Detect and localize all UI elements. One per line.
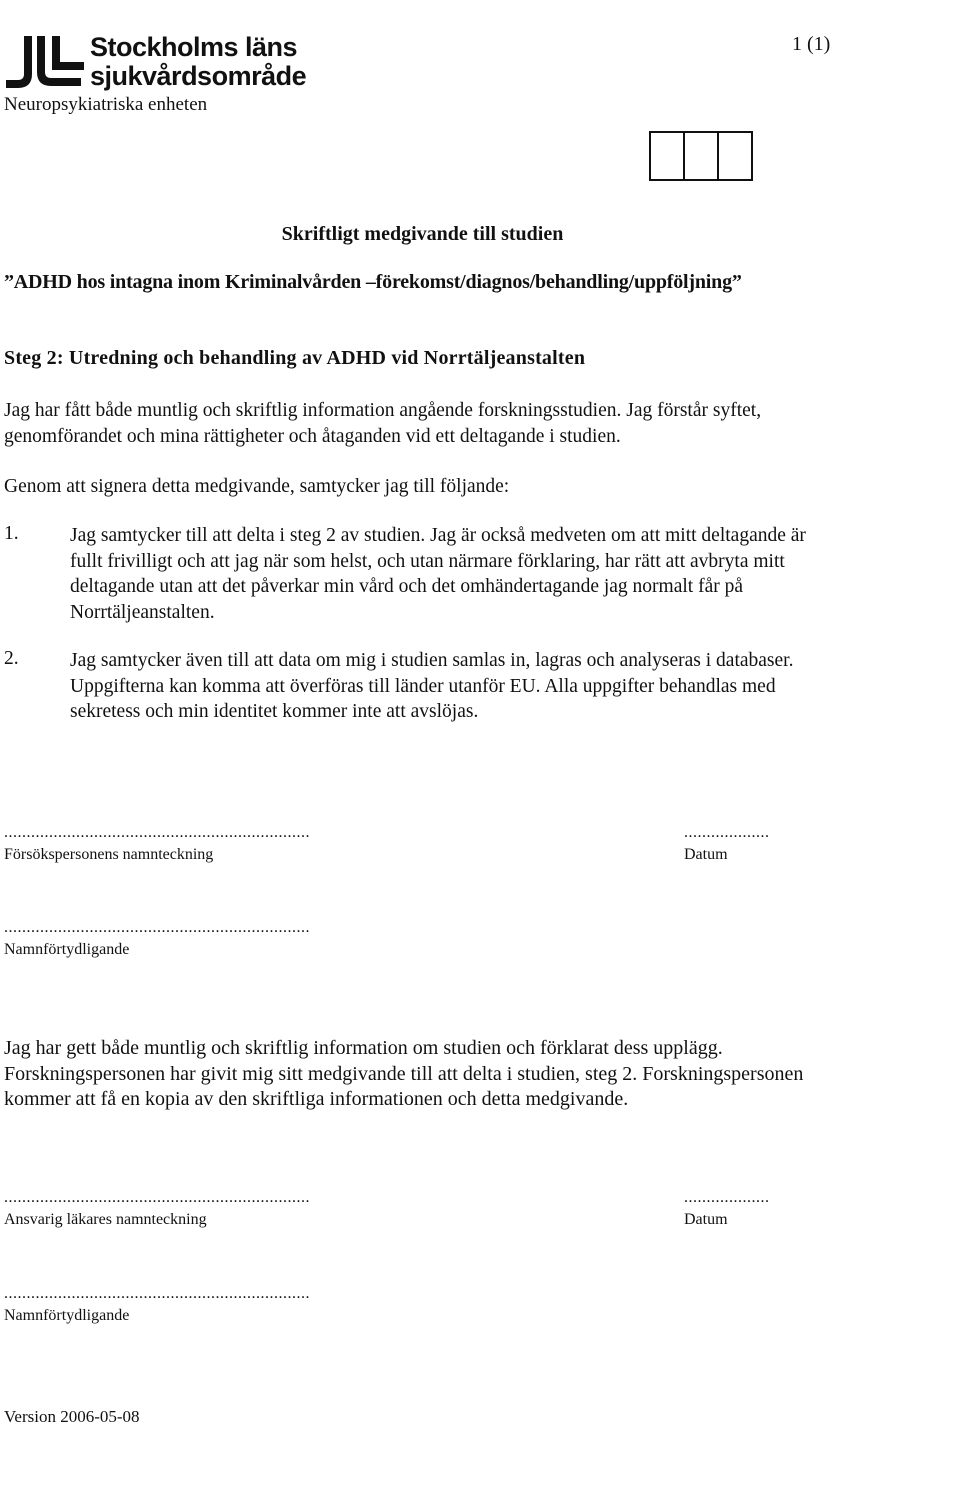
doctor-date-label: Datum <box>684 1211 728 1228</box>
doctor-statement: Jag har gett både muntlig och skriftlig information om studien och förklarat dess upplägg. Forskningspersonen har givit mig sitt medgivande till att delta i studien, steg 2. Forskningspersonen kommer att få en kopia av den skriftliga informationen och detta medgivande. <box>4 1037 804 1110</box>
consent-item-number: 2. <box>4 648 19 669</box>
code-box[interactable] <box>719 133 751 179</box>
doctor-name-label: Namnförtydligande <box>4 1307 130 1324</box>
consent-item-number: 1. <box>4 523 19 544</box>
participant-code-boxes <box>649 131 753 181</box>
code-box[interactable] <box>651 133 685 179</box>
subject-signature-label: Försökspersonens namnteckning <box>4 846 214 863</box>
consent-item-text: Jag samtycker till att delta i steg 2 av studien. Jag är också medveten om att mitt deltagande är fullt frivilligt och att jag när som helst, och utan närmare förklaring, har rätt att avbryta mitt deltagande utan att det påverkar min vård och det omhändertagande jag normalt får på Norrtäljeanstalten. <box>70 525 806 623</box>
unit-name: Neuropsykiatriska enheten <box>4 94 208 115</box>
step-heading: Steg 2: Utredning och behandling av ADHD vid Norrtäljeanstalten <box>4 347 586 369</box>
page-number: 1 (1) <box>792 33 831 55</box>
organization-name-line1: Stockholms läns <box>90 32 298 62</box>
document-title: Skriftligt medgivande till studien <box>281 223 564 245</box>
code-box[interactable] <box>685 133 719 179</box>
subject-date-line[interactable]: ................... <box>684 824 770 841</box>
subject-date-label: Datum <box>684 846 728 863</box>
subject-name-label: Namnförtydligande <box>4 941 130 958</box>
organization-logo <box>6 36 88 90</box>
subject-signature-line[interactable]: .................................................................... <box>4 824 310 841</box>
doctor-signature-label: Ansvarig läkares namnteckning <box>4 1211 207 1228</box>
intro-paragraph: Jag har fått både muntlig och skriftlig information angående forskningsstudien. Jag förstår syftet, genomförandet och mina rättigheter och åtaganden vid ett deltagande i studien. <box>4 400 762 447</box>
doctor-signature-line[interactable]: .................................................................... <box>4 1189 310 1206</box>
version-label: Version 2006-05-08 <box>4 1407 140 1426</box>
consent-item-text: Jag samtycker även till att data om mig i studien samlas in, lagras och analyseras i databaser. Uppgifterna kan komma att överföras till länder utanför EU. Alla uppgifter behandlas med sekretess och min identitet kommer inte att avslöjas. <box>70 650 794 722</box>
consent-lead: Genom att signera detta medgivande, samtycker jag till följande: <box>4 476 510 497</box>
subject-name-line[interactable]: .................................................................... <box>4 919 310 936</box>
doctor-name-line[interactable]: .................................................................... <box>4 1285 310 1302</box>
organization-name-line2: sjukvårdsområde <box>90 61 307 91</box>
study-title: ”ADHD hos intagna inom Kriminalvården –förekomst/diagnos/behandling/uppföljning” <box>4 271 742 293</box>
organization-name <box>90 33 306 91</box>
doctor-date-line[interactable]: ................... <box>684 1189 770 1206</box>
